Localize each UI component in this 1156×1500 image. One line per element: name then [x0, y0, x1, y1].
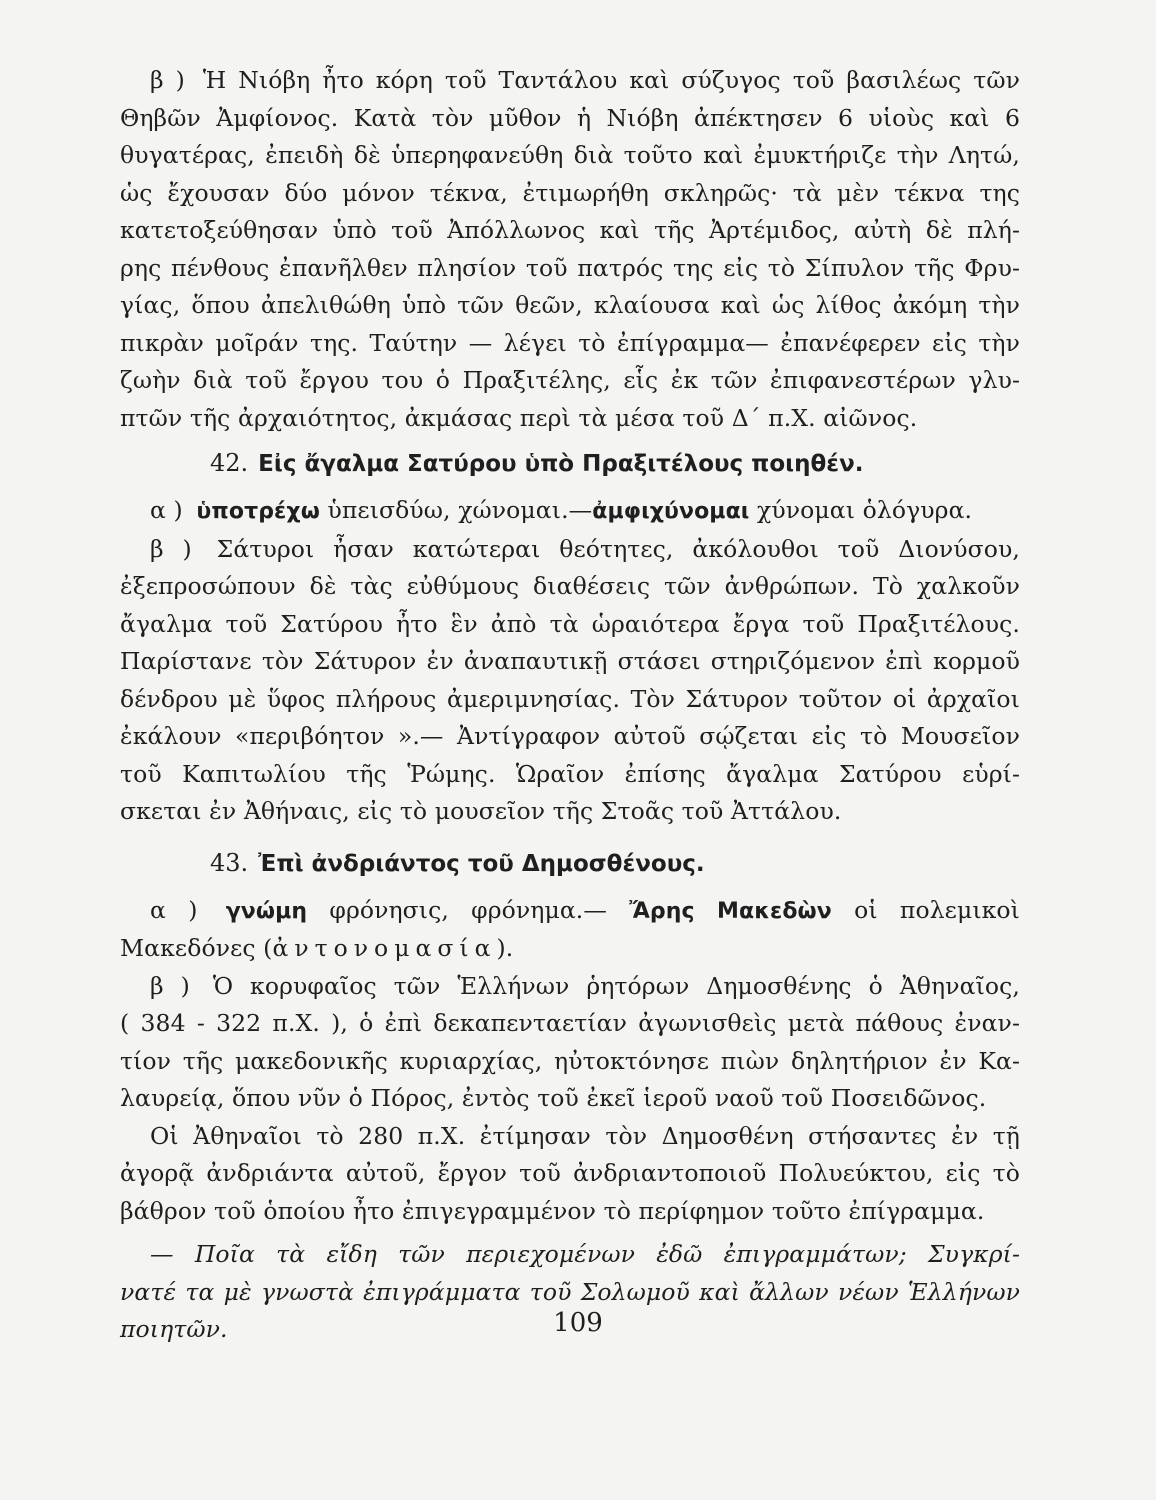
page-content — [120, 62, 1020, 1349]
paragraph-mark: β ) — [150, 534, 192, 563]
glossary-term: ἀμφιχύνομαι — [592, 499, 750, 524]
text-line: ζωὴν διὰ τοῦ ἔργου του ὁ Πραξιτέλης, εἷς ἐκ τῶν ἐπιφανεστέρων γλυ- — [120, 366, 1020, 394]
page-number: 109 — [553, 1308, 603, 1338]
section-number: 43. — [210, 848, 249, 877]
glossary-term: γνώμη — [225, 898, 308, 924]
glossary-definition: φρόνησις, φρόνημα.— — [307, 895, 630, 924]
glossary-term: ὑποτρέχω — [196, 499, 320, 524]
text-line: νατέ τα μὲ γνωστὰ ἐπιγράμματα τοῦ Σολωμοῦ καὶ ἄλλων νέων Ἑλλήνων — [120, 1277, 1020, 1306]
text-line: Θηβῶν Ἀμφίονος. Κατὰ τὸν μῦθον ἡ Νιόβη ἀπέκτησεν 6 υἱοὺς καὶ 6 — [120, 103, 1020, 132]
glossary-definition: οἱ πολεμικοὶ — [831, 895, 1020, 924]
paragraph-mark: α ) — [150, 895, 198, 924]
text-line: Οἱ Ἀθηναῖοι τὸ 280 π.Χ. ἐτίμησαν τὸν Δημοσθένη στήσαντες ἐν τῇ — [150, 1121, 1020, 1150]
paragraph-mark: β ) — [150, 66, 185, 94]
text-line: γίας, ὅπου ἀπελιθώθη ὑπὸ τῶν θεῶν, κλαίουσα καὶ ὡς λίθος ἀκόμη τὴν — [120, 291, 1020, 319]
text-line: — Ποῖα τὰ εἴδη τῶν περιεχομένων ἐδῶ ἐπιγραμμάτων; Συγκρί- — [150, 1240, 1020, 1268]
text-line: τίον τῆς μακεδονικῆς κυριαρχίας, ηὐτοκτόνησε πιὼν δηλητήριον ἐν Κα- — [120, 1046, 1020, 1075]
section42-paragraph-a — [120, 492, 1020, 531]
text-line: ἄγαλμα τοῦ Σατύρου ἦτο ἓν ἀπὸ τὰ ὡραιότερα ἔργα τοῦ Πραξιτέλους. — [120, 609, 1020, 638]
section43-paragraph-b — [120, 968, 1020, 1118]
text-line: ἀγορᾷ ἀνδριάντα αὐτοῦ, ἔργον τοῦ ἀνδριαντοποιοῦ Πολυεύκτου, εἰς τὸ — [120, 1159, 1020, 1187]
glossary-definition: ὑπεισδύω, χώνομαι.— — [319, 496, 593, 524]
text-line: ἐξεπροσώπουν δὲ τὰς εὐθύμους διαθέσεις τῶν ἀνθρώπων. Τὸ χαλκοῦν — [120, 572, 1020, 600]
section-title: Ἐπὶ ἀνδριάντος τοῦ Δημοσθένους. — [258, 850, 705, 877]
text-line: Παρίστανε τὸν Σάτυρον ἐν ἀναπαυτικῇ στάσει στηριζόμενον ἐπὶ κορμοῦ — [120, 647, 1020, 675]
text-fragment: Μακεδόνες ( — [120, 934, 273, 962]
section41-paragraph-b — [120, 62, 1020, 437]
text-line: τοῦ Καπιτωλίου τῆς Ῥώμης. Ὡραῖον ἐπίσης ἄγαλμα Σατύρου εὑρί- — [120, 759, 1020, 788]
text-line: λαυρείᾳ, ὅπου νῦν ὁ Πόρος, ἐντὸς τοῦ ἐκεῖ ἱεροῦ ναοῦ τοῦ Ποσειδῶνος. — [120, 1084, 987, 1112]
glossary-definition: χύνομαι ὁλόγυρα. — [749, 496, 973, 524]
text-line: πτῶν τῆς ἀρχαιότητος, ἀκμάσας περὶ τὰ μέσα τοῦ Δ΄ π.Χ. αἰῶνος. — [120, 403, 918, 432]
section43-heading — [120, 843, 1020, 884]
section43-paragraph-c — [120, 1118, 1020, 1231]
text-line: πικρὰν μοῖράν της. Ταύτην — λέγει τὸ ἐπίγραμμα— ἐπανέφερεν εἰς τὴν — [120, 328, 1020, 357]
text-line: ἐκάλουν «περιβόητον ».— Ἀντίγραφον αὐτοῦ σῴζεται εἰς τὸ Μουσεῖον — [120, 722, 1020, 750]
text-line: Ὁ κορυφαῖος τῶν Ἑλλήνων ῥητόρων Δημοσθένης ὁ Ἀθηναῖος, — [212, 971, 1020, 1000]
section42-paragraph-b — [120, 531, 1020, 831]
text-line: ρης πένθους ἐπανῆλθεν πλησίον τοῦ πατρός της εἰς τὸ Σίπυλον τῆς Φρυ- — [120, 253, 1020, 282]
text-line: Σάτυροι ἦσαν κατώτεραι θεότητες, ἀκόλουθοι τοῦ Διονύσου, — [216, 534, 1020, 563]
text-fragment: ). — [496, 934, 514, 962]
text-line: σκεται ἐν Ἀθήναις, εἰς τὸ μουσεῖον τῆς Στοᾶς τοῦ Ἀττάλου. — [120, 797, 842, 825]
section43-paragraph-a — [120, 892, 1020, 968]
text-line: ( 384 - 322 π.Χ. ), ὁ ἐπὶ δεκαπενταετίαν ἀγωνισθεὶς μετὰ πάθους ἐναν- — [120, 1009, 1020, 1037]
section-number: 42. — [210, 449, 249, 477]
section-title: Εἰς ἄγαλμα Σατύρου ὑπὸ Πραξιτέλους ποιηθέν. — [258, 451, 864, 477]
spaced-term: ἀντονομασία — [272, 934, 497, 962]
paragraph-mark: α ) — [150, 496, 183, 524]
section42-heading — [120, 443, 1020, 484]
text-line: θυγατέρας, ἐπειδὴ δὲ ὑπερηφανεύθη διὰ τοῦτο καὶ ἐμυκτήριζε τὴν Λητώ, — [120, 141, 1020, 169]
text-line: δένδρου μὲ ὕφος πλήρους ἀμεριμνησίας. Τὸν Σάτυρον τοῦτον οἱ ἀρχαῖοι — [120, 684, 1020, 713]
paragraph-mark: β ) — [150, 971, 190, 1000]
glossary-term: Ἄρης Μακεδὼν — [629, 898, 832, 924]
text-line: ὡς ἔχουσαν δύο μόνον τέκνα, ἐτιμωρήθη σκληρῶς· τὰ μὲν τέκνα της — [120, 178, 1020, 207]
text-line: Ἡ Νιόβη ἦτο κόρη τοῦ Ταντάλου καὶ σύζυγος τοῦ βασιλέως τῶν — [202, 66, 1020, 94]
text-line: κατετοξεύθησαν ὑπὸ τοῦ Ἀπόλλωνος καὶ τῆς Ἀρτέμιδος, αὐτὴ δὲ πλή- — [120, 216, 1020, 244]
text-line: ποιητῶν. — [120, 1315, 228, 1343]
text-line: βάθρον τοῦ ὁποίου ἦτο ἐπιγεγραμμένον τὸ περίφημον τοῦτο ἐπίγραμμα. — [120, 1196, 985, 1225]
